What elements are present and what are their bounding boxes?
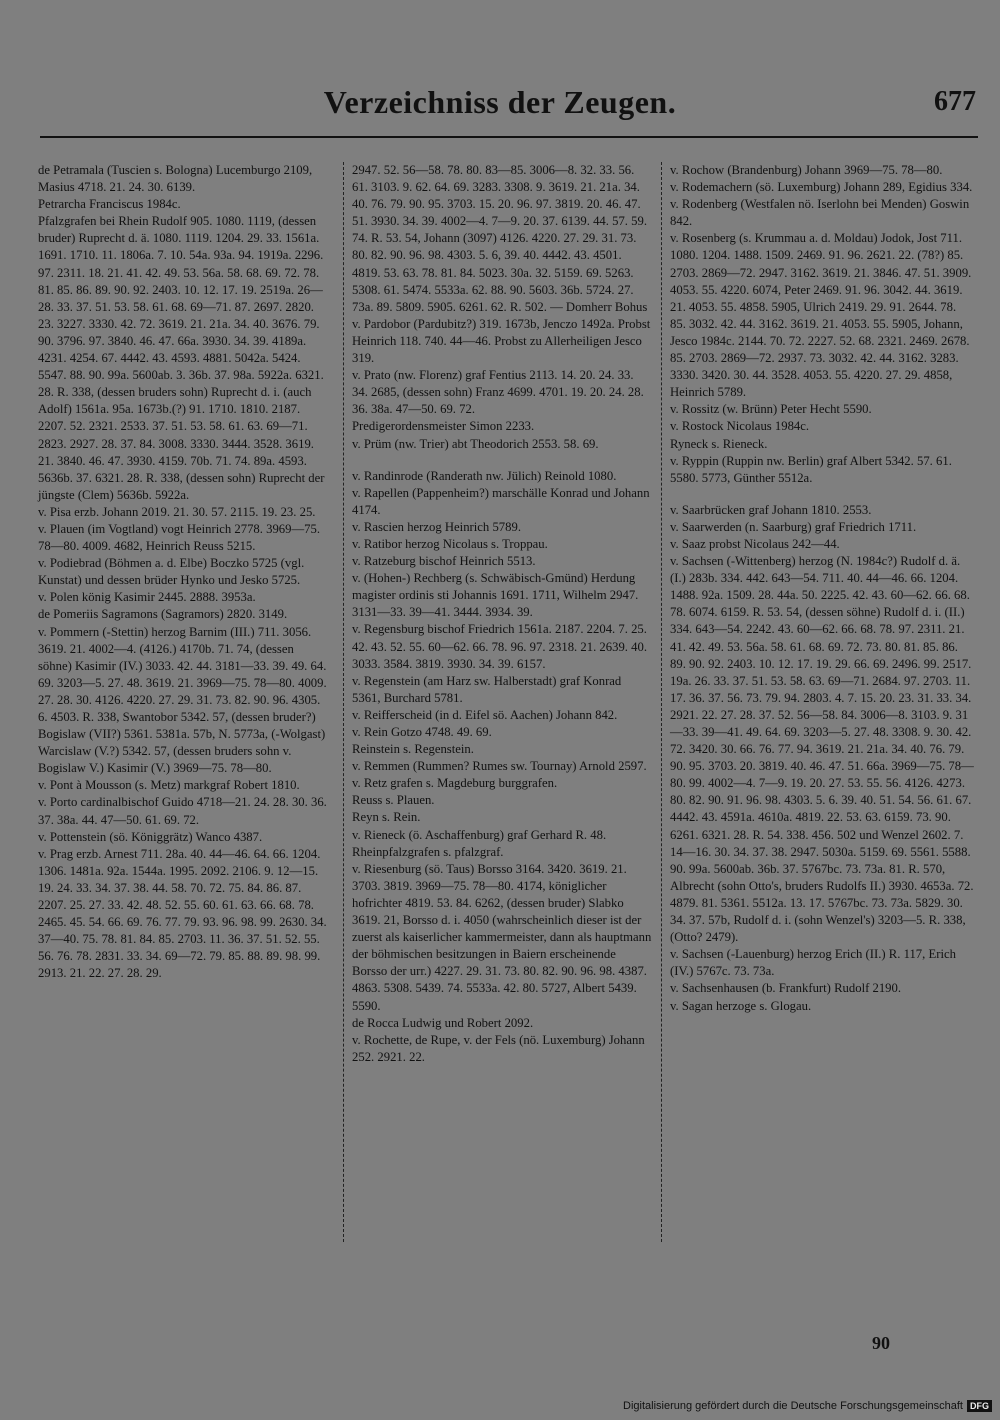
footer: [623, 1400, 992, 1412]
index-entry: Predigerordensmeister Simon 2233.: [352, 419, 535, 434]
index-entry: v. Saaz probst Nicolaus 242—44.: [670, 536, 840, 551]
index-entry: Reuss s. Plauen.: [352, 793, 435, 808]
index-entry: v. Rostock Nicolaus 1984c.: [670, 419, 810, 434]
index-entry: Ryneck s. Rieneck.: [670, 436, 768, 451]
index-entry: de Petramala (Tuscien s. Bologna) Lucemburgo 2109, Masius 4718. 21. 24. 30. 6139.: [38, 163, 313, 195]
index-entry: v. Regenstein (am Harz sw. Halberstadt) graf Konrad 5361, Burchard 5781.: [352, 673, 622, 705]
column-middle: [352, 162, 652, 1066]
index-entry: Pfalzgrafen bei Rhein Rudolf 905. 1080. 1119, (dessen bruder) Ruprecht d. ä. 1080. 1119. 1204. 29. 33. 1561a. 1691. 1710. 11. 1806a. 7. 10. 54a. 93a. 94. 1919a. 2296. 97. 2311. 18. 21. 41. 42. 49. 53. 56a. 58. 68. 69. 72. 78. 81. 85. 86. 89. 90. 92. 2403. 10. 12. 17. 19. 2519a. 26—28. 33. 37. 51. 53. 58. 61. 68. 69—71. 87. 2697. 2820. 23. 3227. 3330. 42. 72. 3619. 21. 21a. 34. 40. 3676. 79. 90. 3796. 97. 3840. 46. 47. 66a. 3930. 34. 39. 4189a. 4231. 4254. 67. 4442. 43. 4593. 4881. 5042a. 5424. 5547. 88. 90. 99a. 5600ab. 3. 36b. 37. 98a. 5922a. 6321. 28. R. 338, (dessen bruders sohn) Ruprecht d. i. (auch Adolf) 1561a. 95a. 1673b.(?) 91. 1710. 1810. 2187. 2207. 52. 2321. 2533. 37. 51. 53. 58. 61. 63. 69—71. 2823. 2927. 28. 37. 84. 3008. 3330. 3444. 3528. 3619. 21. 3840. 46. 47. 3930. 4159. 70b. 71. 74. 89a. 4593. 5636b. 37. 6321. 28. R. 338, (dessen sohn) Ruprecht der jüngste (Clem) 5636b. 5922a.: [38, 214, 325, 502]
index-entry: v. Randinrode (Randerath nw. Jülich) Reinold 1080.: [352, 468, 617, 483]
index-entry: v. Prag erzb. Arnest 711. 28a. 40. 44—46. 64. 66. 1204. 1306. 1481a. 92a. 1544a. 1995. 2092. 2106. 9. 12—15. 19. 24. 33. 34. 37. 38. 44. 58. 70. 72. 75. 84. 86. 87. 2207. 25. 27. 33. 42. 48. 52. 55. 60. 61. 63. 66. 68. 78. 2465. 45. 54. 66. 69. 76. 77. 79. 93. 96. 98. 99. 2630. 34. 37—40. 75. 78. 81. 84. 85. 2703. 11. 36. 37. 51. 52. 55. 56. 76. 78. 2831. 33. 34. 69—72. 79. 85. 88. 89. 98. 99. 2913. 21. 22. 27. 28. 29.: [38, 846, 327, 981]
index-entry: v. Plauen (im Vogtland) vogt Heinrich 2778. 3969—75. 78—80. 4009. 4682, Heinrich Reuss 5215.: [38, 521, 321, 554]
index-entry: v. Porto cardinalbischof Guido 4718—21. 24. 28. 30. 36. 37. 38a. 44. 47—50. 61. 69. 72.: [38, 795, 327, 827]
index-entry: v. Sachsen (-Lauenburg) herzog Erich (II.) R. 117, Erich (IV.) 5767c. 73. 73a.: [670, 947, 956, 979]
index-entry: Reyn s. Rein.: [352, 810, 421, 825]
index-entry: v. Remmen (Rummen? Rumes sw. Tournay) Arnold 2597.: [352, 759, 647, 774]
index-entry: Reinstein s. Regenstein.: [352, 742, 474, 757]
page-number: 677: [934, 86, 976, 117]
page-title: Verzeichniss der Zeugen.: [323, 84, 677, 120]
index-entry: v. Rein Gotzo 4748. 49. 69.: [352, 725, 492, 739]
index-entry: de Pomeriis Sagramons (Sagramors) 2820. 3149.: [38, 607, 288, 622]
column-right: [670, 162, 975, 1015]
index-entry: v. Pommern (-Stettin) herzog Barnim (III.) 711. 3056. 3619. 21. 4002—4. (4126.) 4170b. 71. 74, (dessen söhne) Kasimir (IV.) 3033. 42. 44. 3181—33. 39. 49. 64. 69. 3203—5. 27. 48. 3619. 21. 3969—75. 78—80. 4009. 27. 28. 30. 4126. 4220. 27. 29. 31. 73. 82. 90. 96. 4305. 6. 4503. R. 338, Swantobor 5342. 57, (dessen bruder?) Bogislaw (VII?) 5361. 5381a. 57b, N. 5773a, (-Wolgast) Warcislaw (V.?) 5342. 57, (dessen bruders sohn v. Bogislaw V.) Kasimir (V.) 3969—75. 78—80.: [38, 624, 327, 776]
index-entry: Petrarcha Franciscus 1984c.: [38, 197, 181, 212]
section-gap: [670, 487, 975, 502]
index-entry: v. Rodemachern (sö. Luxemburg) Johann 289, Egidius 334.: [670, 180, 973, 195]
index-entry: v. Saarbrücken graf Johann 1810. 2553.: [670, 502, 872, 517]
index-entry: v. (Hohen-) Rechberg (s. Schwäbisch-Gmünd) Herdung magister ordinis sti Johannis 1691. 1711, Wilhelm 2947. 3131—33. 39—41. 3444. 3934. 39.: [352, 571, 639, 620]
index-entry: v. Polen könig Kasimir 2445. 2888. 3953a.: [38, 590, 256, 605]
footer-text: Digitalisierung gefördert durch die Deutsche Forschungsgemeinschaft: [623, 1400, 963, 1412]
dfg-logo-icon: DFG: [967, 1400, 992, 1412]
index-entry: v. Regensburg bischof Friedrich 1561a. 2187. 2204. 7. 25. 42. 43. 52. 55. 60—62. 66. 78. 96. 97. 2318. 21. 2639. 40. 3033. 3584. 3819. 3930. 34. 39. 6157.: [352, 622, 647, 671]
index-entry: v. Saarwerden (n. Saarburg) graf Friedrich 1711.: [670, 519, 917, 534]
index-entry: v. Riesenburg (sö. Taus) Borsso 3164. 3420. 3619. 21. 3703. 3819. 3969—75. 78—80. 4174, königlicher hofrichter 4819. 53. 84. 6262, (dessen bruder) Slabko 3619. 21, Borsso d. i. 4050 (wahrscheinlich dieser ist der zuerst als kaiserlicher kammermeister, dann als hauptmann der böhmischen besitzungen in Baiern erscheinende Borsso der urr.) 4227. 29. 31. 73. 80. 82. 90. 96. 98. 4387. 4863. 5308. 5439. 74. 5533a. 42. 80. 5727, Albert 5439. 5590.: [352, 861, 652, 1013]
index-entry: v. Pisa erzb. Johann 2019. 21. 30. 57. 2115. 19. 23. 25.: [38, 504, 316, 519]
index-entry: v. Ratibor herzog Nicolaus s. Troppau.: [352, 536, 548, 551]
index-entry: v. Ratzeburg bischof Heinrich 5513.: [352, 554, 536, 569]
index-entry: v. Sagan herzoge s. Glogau.: [670, 998, 812, 1013]
index-entry: v. Rochette, de Rupe, v. der Fels (nö. Luxemburg) Johann 252. 2921. 22.: [352, 1032, 645, 1064]
index-entry: Rheinpfalzgrafen s. pfalzgraf.: [352, 844, 504, 859]
index-entry: v. Pottenstein (sö. Königgrätz) Wanco 4387.: [38, 829, 263, 844]
header-rule: [40, 136, 978, 138]
index-entry: v. Sachsenhausen (b. Frankfurt) Rudolf 2190.: [670, 981, 902, 996]
index-entry: v. Rochow (Brandenburg) Johann 3969—75. 78—80.: [670, 163, 943, 177]
column-divider: [343, 162, 344, 1242]
index-entry: v. Prüm (nw. Trier) abt Theodorich 2553. 58. 69.: [352, 436, 599, 451]
index-entry: 2947. 52. 56—58. 78. 80. 83—85. 3006—8. 32. 33. 56. 61. 3103. 9. 62. 64. 69. 3283. 3308. 9. 3619. 21. 21a. 34. 40. 76. 79. 90. 95. 3703. 15. 20. 96. 97. 3819. 20. 46. 47. 51. 3930. 34. 39. 4002—4. 7—9. 20. 37. 6139. 44. 57. 59. 74. R. 53. 54, Johann (3097) 4126. 4220. 27. 29. 31. 73. 80. 82. 90. 96. 98. 4303. 5. 6, 39. 40. 4442. 43. 4501. 4819. 53. 63. 78. 81. 84. 5023. 30a. 32. 5159. 69. 5263. 5308. 61. 5474. 5533a. 62. 88. 90. 5603. 36b. 5724. 27. 73a. 89. 5809. 5905. 6261. 62. R. 502. — Domherr Bohus v. Pardobor (Pardubitz?) 319. 1673b, Jenczo 1492a. Probst Heinrich 118. 740. 44—46. Probst zu Allerheiligen Jesco 319.: [352, 163, 651, 366]
index-entry: v. Pont à Mousson (s. Metz) markgraf Robert 1810.: [38, 778, 300, 793]
index-entry: v. Rossitz (w. Brünn) Peter Hecht 5590.: [670, 402, 872, 417]
index-entry: v. Sachsen (-Wittenberg) herzog (N. 1984c?) Rudolf d. ä. (I.) 283b. 334. 442. 643—54. 711. 40. 44—46. 66. 1204. 1488. 92a. 1509. 28. 44a. 50. 2225. 42. 43. 60—62. 66. 68. 78. 6074. 6159. R. 53. 54, (dessen söhne) Rudolf d. i. (II.) 334. 643—54. 2242. 43. 60—62. 66. 68. 78. 97. 2311. 21. 41. 42. 49. 53. 56a. 58. 61. 68. 69. 72. 73. 80. 81. 85. 86. 89. 90. 92. 2403. 10. 12. 17. 19. 29. 66. 69. 2496. 99. 2517. 19a. 26. 33. 37. 51. 53. 58. 63. 69—71. 2684. 97. 2703. 11. 17. 36. 37. 56. 73. 79. 94. 2803. 4. 7. 15. 20. 23. 31. 33. 34. 2921. 22. 27. 28. 37. 52. 56—58. 84. 3006—8. 3103. 9. 31—33. 39—41. 49. 64. 69. 3203—5. 27. 48. 3308. 9. 30. 42. 72. 3420. 30. 66. 76. 77. 94. 3619. 21. 21a. 34. 40. 76. 79. 90. 95. 3703. 20. 3819. 40. 46. 47. 51. 66a. 3969—75. 78—80. 99. 4002—4. 7—9. 19. 20. 27. 53. 55. 56. 4126. 4273. 80. 82. 90. 91. 96. 98. 4303. 5. 6. 39. 40. 51. 54. 56. 61. 67. 4442. 43. 4591a. 4610a. 4819. 22. 53. 63. 6159. 73. 90. 6261. 6321. 28. R. 54. 338. 456. 502 und Wenzel 2602. 7. 14—16. 30. 34. 37. 38. 2947. 5030a. 5159. 69. 5561. 5588. 90. 99a. 5600ab. 36b. 37. 5767bc. 73. 73a. 81. R. 570, Albrecht (sohn Otto's, bruders Rudolfs II.) 3930. 4653a. 72. 4879. 81. 5361. 5512a. 13. 17. 5767bc. 73. 73a. 5829. 30. 34. 37. 57b, Rudolf d. i. (sohn Wenzel's) 3203—5. R. 338, (Otto? 2479).: [670, 554, 974, 945]
index-entry: v. Podiebrad (Böhmen a. d. Elbe) Boczko 5725 (vgl. Kunstat) und dessen brüder Hynko und Jesko 5725.: [38, 556, 305, 588]
index-entry: de Rocca Ludwig und Robert 2092.: [352, 1015, 534, 1030]
index-entry: v. Retz grafen s. Magdeburg burggrafen.: [352, 776, 558, 791]
index-entry: v. Rieneck (ö. Aschaffenburg) graf Gerhard R. 48.: [352, 827, 607, 842]
index-entry: v. Rodenberg (Westfalen nö. Iserlohn bei Menden) Goswin 842.: [670, 197, 970, 229]
signature-mark: 90: [872, 1333, 890, 1353]
index-entry: v. Rosenberg (s. Krummau a. d. Moldau) Jodok, Jost 711. 1080. 1204. 1488. 1509. 2469. 91. 96. 2621. 22. (78?) 85. 2703. 2869—72. 2947. 3162. 3619. 21. 3846. 47. 51. 3909. 4053. 55. 4220. 6074, Peter 2469. 91. 96. 3042. 44. 3619. 21. 4053. 55. 4858. 5905, Ulrich 2419. 29. 91. 2644. 78. 85. 3032. 42. 44. 3162. 3619. 21. 4053. 55. 5905, Johann, Jesco 1984c. 2144. 70. 72. 2227. 52. 68. 2321. 2469. 2678. 85. 2703. 2869—72. 2937. 73. 3032. 42. 44. 3162. 3283. 3330. 3420. 30. 44. 3528. 4053. 55. 4220. 27. 29. 4858, Heinrich 5789.: [670, 231, 972, 400]
column-left: [38, 162, 330, 983]
index-entry: v. Prato (nw. Florenz) graf Fentius 2113. 14. 20. 24. 33. 34. 2685, (dessen sohn) Franz 4699. 4701. 19. 20. 24. 28. 36. 38a. 47—50. 69. 72.: [352, 368, 644, 417]
index-entry: v. Rapellen (Pappenheim?) marschälle Konrad und Johann 4174.: [352, 485, 650, 517]
index-entry: v. Reifferscheid (in d. Eifel sö. Aachen) Johann 842.: [352, 707, 618, 722]
section-gap: [352, 453, 652, 468]
index-entry: v. Ryppin (Ruppin nw. Berlin) graf Albert 5342. 57. 61. 5580. 5773, Günther 5512a.: [670, 453, 952, 485]
index-entry: v. Rascien herzog Heinrich 5789.: [352, 519, 521, 534]
column-divider: [661, 162, 662, 1242]
